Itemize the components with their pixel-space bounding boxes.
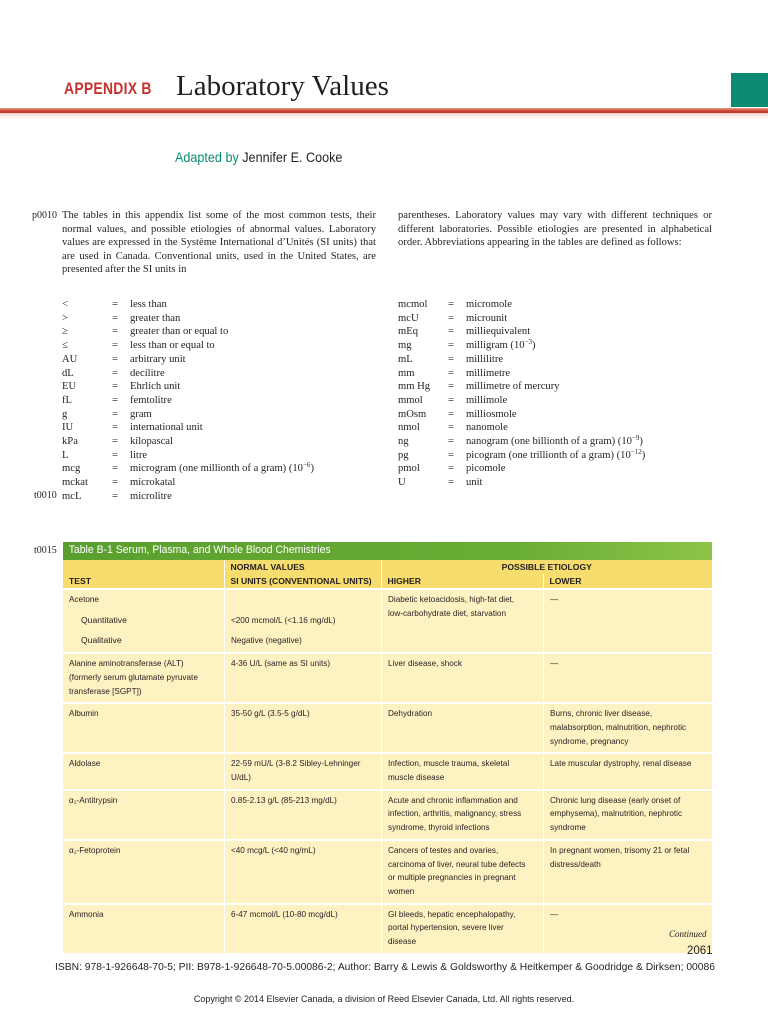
abbreviation-term: dL bbox=[62, 367, 74, 379]
table-caption-text: Table B-1 Serum, Plasma, and Whole Blood Chemistries bbox=[68, 544, 331, 556]
normal-values-cell-text: 4-36 U/L (same as SI units) bbox=[230, 658, 330, 669]
test-cell bbox=[63, 703, 224, 753]
test-cell bbox=[63, 904, 224, 953]
header-test: TEST bbox=[63, 574, 224, 589]
abbreviation-meaning-text: litre bbox=[130, 449, 148, 461]
abbreviation-meaning bbox=[466, 326, 530, 337]
abbreviation-row bbox=[398, 299, 718, 313]
header-possible-etiology: POSSIBLE ETIOLOGY bbox=[381, 560, 712, 574]
abbreviation-meaning bbox=[130, 395, 172, 406]
abbreviation-meaning bbox=[466, 447, 646, 461]
abbreviation-row bbox=[398, 368, 718, 382]
equals-sign: = bbox=[448, 477, 454, 489]
higher-etiology-cell-text: GI bleeds, hepatic encephalopathy, portal hypertension, severe liver disease bbox=[387, 908, 515, 947]
abbreviation-meaning bbox=[130, 422, 203, 433]
normal-values-cell bbox=[224, 631, 381, 653]
equals-sign: = bbox=[112, 353, 118, 365]
exponent: −9 bbox=[631, 434, 640, 442]
lower-etiology-cell-text: — bbox=[549, 908, 558, 919]
abbreviation-row bbox=[398, 463, 718, 477]
higher-etiology-cell bbox=[381, 790, 543, 840]
abbreviation-meaning bbox=[130, 491, 172, 502]
adapted-by-line bbox=[175, 149, 342, 165]
abbreviation-meaning bbox=[130, 463, 314, 474]
equals-sign: = bbox=[448, 326, 454, 338]
abbreviation-row bbox=[62, 477, 382, 491]
abbreviation-row bbox=[62, 395, 382, 409]
equals-sign: = bbox=[112, 463, 118, 475]
normal-values-cell bbox=[224, 703, 381, 753]
table-row bbox=[63, 589, 712, 611]
normal-values-cell-text: <40 mcg/L (<40 ng/mL) bbox=[230, 844, 316, 855]
abbreviation-term: mcL bbox=[62, 490, 82, 502]
equals-sign: = bbox=[448, 353, 454, 365]
abbreviation-meaning-text: greater than bbox=[130, 312, 181, 324]
abbreviation-meaning-text: Ehrlich unit bbox=[130, 381, 181, 393]
normal-values-cell-text: 6-47 mcmol/L (10-80 mcg/dL) bbox=[230, 908, 338, 919]
test-cell bbox=[63, 611, 224, 632]
page-number: 2061 bbox=[687, 945, 713, 957]
chapter-tab bbox=[731, 73, 768, 107]
abbreviation-meaning bbox=[130, 326, 228, 337]
abbreviation-term: mg bbox=[398, 340, 412, 352]
abbreviation-term: mcU bbox=[398, 312, 419, 324]
isbn-line: ISBN: 978-1-926648-70-5; PII: B978-1-926648-70-5.00086-2; Author: Barry & Lewis & Goldsworthy & Heitkemper & Goodridge & Dirksen; 00086 bbox=[55, 962, 715, 973]
abbreviation-meaning-text: less than bbox=[130, 299, 167, 310]
abbreviation-term: mmol bbox=[398, 394, 423, 406]
abbreviation-meaning bbox=[466, 313, 507, 324]
abbreviation-term: g bbox=[62, 408, 68, 420]
abbreviation-row bbox=[398, 477, 718, 491]
chemistries-table bbox=[63, 560, 712, 953]
abbreviation-meaning bbox=[466, 422, 508, 433]
test-cell bbox=[63, 653, 224, 703]
table-row bbox=[63, 753, 712, 789]
normal-values-cell-text: 0.85-2.13 g/L (85-213 mg/dL) bbox=[230, 794, 337, 805]
lower-etiology-cell bbox=[543, 790, 712, 840]
header-lower: LOWER bbox=[543, 574, 712, 589]
lower-etiology-cell bbox=[543, 753, 712, 789]
lower-etiology-cell-text: Late muscular dystrophy, renal disease bbox=[549, 758, 691, 769]
abbreviation-row bbox=[398, 422, 718, 436]
abbreviation-meaning bbox=[466, 340, 536, 351]
normal-values-cell bbox=[224, 611, 381, 632]
abbreviation-term: pmol bbox=[398, 463, 420, 475]
abbreviation-meaning-text: microunit bbox=[466, 312, 508, 324]
equals-sign: = bbox=[448, 422, 454, 434]
abbreviation-term: > bbox=[62, 312, 68, 324]
intro-paragraph-left: The tables in this appendix list some of the most common tests, their normal values, and possible etiologies of abnormal values. Laboratory values are expressed in the Système International d’Unités (SI units) that are used in Canada. Conventional units, used in the United States, are presented after the SI units in bbox=[62, 210, 376, 276]
abbreviation-meaning-text: millilitre bbox=[466, 353, 504, 365]
abbreviation-meaning bbox=[466, 368, 510, 379]
test-cell-text: Qualitative bbox=[81, 635, 122, 646]
normal-values-cell-text: 22-59 mU/L (3-8.2 Sibley-Lehninger U/dL) bbox=[230, 758, 360, 783]
abbreviation-meaning bbox=[466, 477, 482, 488]
abbreviation-term: mOsm bbox=[398, 408, 427, 420]
abbreviation-row bbox=[398, 409, 718, 423]
abbreviation-meaning bbox=[466, 409, 517, 420]
abbreviation-meaning bbox=[466, 354, 503, 365]
lower-etiology-cell bbox=[543, 703, 712, 753]
normal-values-cell bbox=[224, 840, 381, 904]
abbreviation-meaning-text: decilitre bbox=[130, 367, 165, 379]
equals-sign: = bbox=[448, 381, 454, 393]
intro-paragraph-right: parentheses. Laboratory values may vary with different techniques or different laboratories. Possible etiologies are presented in alphabetical order. Abbreviations appearing in the tables are defined as follows: bbox=[398, 210, 712, 249]
abbreviation-row bbox=[62, 436, 382, 450]
test-cell-text: Aldolase bbox=[69, 758, 101, 769]
abbreviation-term: IU bbox=[62, 422, 74, 434]
author-name: Jennifer E. Cooke bbox=[242, 149, 343, 165]
lower-etiology-cell-text: Chronic lung disease (early onset of emphysema), malnutrition, nephrotic syndrome bbox=[549, 794, 682, 833]
abbreviation-term: < bbox=[62, 299, 68, 310]
abbreviation-meaning bbox=[130, 299, 167, 310]
equals-sign: = bbox=[112, 477, 118, 489]
equals-sign: = bbox=[448, 340, 454, 352]
higher-etiology-cell bbox=[381, 840, 543, 904]
test-cell-text: Ammonia bbox=[69, 908, 104, 919]
abbreviation-row bbox=[62, 381, 382, 395]
abbreviation-term: L bbox=[62, 449, 69, 461]
abbreviation-meaning-text: picogram (one trillionth of a gram) (10 bbox=[466, 449, 631, 461]
abbreviation-meaning-text: milliequivalent bbox=[466, 326, 531, 338]
normal-values-cell bbox=[224, 790, 381, 840]
abbreviation-row bbox=[398, 354, 718, 368]
table-body bbox=[63, 589, 712, 953]
abbreviation-meaning-tail: ) bbox=[639, 436, 643, 447]
exponent: −12 bbox=[630, 447, 642, 456]
abbreviation-row bbox=[62, 422, 382, 436]
table-row bbox=[63, 703, 712, 753]
abbreviation-meaning bbox=[130, 436, 173, 447]
equals-sign: = bbox=[112, 312, 118, 324]
abbreviation-term: ≥ bbox=[62, 326, 68, 338]
abbreviation-meaning bbox=[466, 436, 643, 447]
equals-sign: = bbox=[112, 367, 118, 379]
abbreviation-term: fL bbox=[62, 394, 72, 406]
lower-etiology-cell bbox=[543, 653, 712, 703]
abbreviation-term: mEq bbox=[398, 326, 419, 338]
equals-sign: = bbox=[448, 394, 454, 406]
abbr-table-id: t0010 bbox=[34, 490, 57, 501]
normal-values-cell bbox=[224, 904, 381, 953]
normal-values-cell bbox=[224, 753, 381, 789]
abbreviation-meaning-text: greater than or equal to bbox=[130, 326, 229, 338]
test-cell-text: Alanine aminotransferase (ALT) (formerly serum glutamate pyruvate transferase [SGPT]) bbox=[69, 658, 198, 696]
normal-values-cell bbox=[224, 589, 381, 611]
abbreviation-meaning bbox=[466, 299, 512, 310]
equals-sign: = bbox=[112, 449, 118, 461]
abbreviation-meaning-text: kilopascal bbox=[130, 436, 173, 447]
table-id: t0015 bbox=[34, 545, 57, 556]
equals-sign: = bbox=[448, 299, 454, 310]
abbreviation-meaning bbox=[130, 450, 147, 461]
normal-values-cell-text: Negative (negative) bbox=[230, 635, 302, 646]
equals-sign: = bbox=[448, 408, 454, 420]
appendix-label: APPENDIX B bbox=[64, 79, 152, 98]
higher-etiology-cell-text: Dehydration bbox=[387, 708, 432, 719]
test-cell-text: α₁-Fetoprotein bbox=[69, 844, 121, 855]
abbreviation-meaning-text: microkatal bbox=[130, 477, 176, 489]
table-row bbox=[63, 653, 712, 703]
abbreviation-meaning-text: micromole bbox=[466, 299, 512, 310]
abbreviation-term: mm bbox=[398, 367, 415, 379]
equals-sign: = bbox=[112, 422, 118, 434]
normal-values-cell-text: 35-50 g/L (3.5-5 g/dL) bbox=[230, 708, 310, 719]
equals-sign: = bbox=[112, 326, 118, 338]
abbreviation-row bbox=[398, 326, 718, 340]
paragraph-id: p0010 bbox=[32, 210, 57, 221]
abbreviation-meaning bbox=[130, 354, 186, 365]
abbreviation-row bbox=[398, 447, 718, 464]
higher-etiology-cell-text: Diabetic ketoacidosis, high-fat diet, low-carbohydrate diet, starvation bbox=[387, 594, 514, 618]
header-si-units: SI UNITS (CONVENTIONAL UNITS) bbox=[224, 574, 381, 589]
test-cell-text: α₁-Antitrypsin bbox=[69, 794, 118, 805]
equals-sign: = bbox=[448, 367, 454, 379]
higher-etiology-cell-text: Acute and chronic inflammation and infection, arthritis, malignancy, stress syndrome, thyroid infections bbox=[387, 794, 521, 833]
abbreviation-term: mL bbox=[398, 353, 413, 365]
higher-etiology-cell-text: Infection, muscle trauma, skeletal muscle disease bbox=[387, 758, 509, 783]
higher-etiology-cell-text: Cancers of testes and ovaries, carcinoma of liver, neural tube defects or multiple pregnancies in pregnant women bbox=[387, 844, 526, 896]
abbreviation-row bbox=[62, 299, 382, 313]
abbreviation-term: nmol bbox=[398, 422, 420, 434]
higher-etiology-cell bbox=[381, 904, 543, 953]
abbreviation-meaning-text: nanogram (one billionth of a gram) (10 bbox=[466, 436, 632, 447]
lower-etiology-cell-text: Burns, chronic liver disease, malabsorption, malnutrition, nephrotic syndrome, pregnancy bbox=[549, 708, 686, 746]
abbreviation-meaning-text: less than or equal to bbox=[130, 340, 215, 352]
abbreviation-meaning-text: milliosmole bbox=[466, 408, 517, 420]
abbreviation-meaning-text: unit bbox=[466, 477, 483, 489]
abbreviation-term: mcg bbox=[62, 463, 81, 475]
abbreviation-row bbox=[62, 450, 382, 464]
abbreviation-term: U bbox=[398, 477, 406, 489]
abbreviation-meaning-text: microgram (one millionth of a gram) (10 bbox=[130, 463, 303, 475]
abbreviation-meaning-text: millimole bbox=[466, 394, 508, 406]
equals-sign: = bbox=[448, 312, 454, 324]
abbreviation-meaning bbox=[466, 395, 507, 406]
abbreviation-term: mm Hg bbox=[398, 381, 431, 393]
abbreviation-meaning-text: arbitrary unit bbox=[130, 353, 186, 365]
abbreviation-row bbox=[62, 368, 382, 382]
abbreviation-row bbox=[398, 436, 718, 450]
test-cell bbox=[63, 790, 224, 840]
test-cell bbox=[63, 589, 224, 611]
header-spacer bbox=[63, 560, 224, 574]
table-row bbox=[63, 840, 712, 904]
exponent: −3 bbox=[524, 338, 533, 347]
abbreviation-meaning bbox=[130, 340, 215, 351]
adapted-by-label: Adapted by bbox=[175, 149, 239, 165]
lower-etiology-cell bbox=[543, 840, 712, 904]
test-cell bbox=[63, 631, 224, 653]
abbreviation-row bbox=[62, 409, 382, 423]
higher-etiology-cell bbox=[381, 703, 543, 753]
equals-sign: = bbox=[112, 436, 118, 447]
copyright-line: Copyright © 2014 Elsevier Canada, a division of Reed Elsevier Canada, Ltd. All rights reserved. bbox=[193, 994, 575, 1004]
normal-values-cell-text: <200 mcmol/L (<1.16 mg/dL) bbox=[230, 614, 336, 625]
equals-sign: = bbox=[112, 381, 118, 393]
abbreviation-row bbox=[62, 313, 382, 327]
abbreviation-row bbox=[398, 340, 718, 354]
lower-etiology-cell-text: In pregnant women, trisomy 21 or fetal distress/death bbox=[549, 844, 689, 869]
equals-sign: = bbox=[448, 463, 454, 475]
table-row bbox=[63, 904, 712, 953]
higher-etiology-cell-text: Liver disease, shock bbox=[387, 658, 462, 669]
abbreviation-meaning-tail: ) bbox=[532, 340, 536, 352]
test-cell-text: Albumin bbox=[69, 708, 99, 719]
abbreviation-meaning bbox=[466, 381, 560, 392]
abbreviation-term: kPa bbox=[62, 436, 78, 447]
abbreviation-meaning-text: millimetre of mercury bbox=[466, 381, 560, 393]
higher-etiology-cell bbox=[381, 753, 543, 789]
header-rule-shadow bbox=[0, 113, 768, 119]
test-cell-text: Acetone bbox=[69, 594, 99, 604]
abbreviation-term: pg bbox=[398, 449, 409, 461]
table-caption bbox=[63, 542, 712, 560]
abbreviation-meaning bbox=[130, 409, 152, 420]
higher-etiology-cell bbox=[381, 653, 543, 703]
abbreviation-term: EU bbox=[62, 381, 77, 393]
normal-values-cell bbox=[224, 653, 381, 703]
page-title: Laboratory Values bbox=[176, 70, 389, 102]
header-normal-values: NORMAL VALUES bbox=[224, 560, 381, 574]
equals-sign: = bbox=[112, 340, 118, 352]
equals-sign: = bbox=[448, 449, 454, 461]
abbreviation-meaning bbox=[466, 463, 505, 474]
abbreviation-meaning-text: milligram (10 bbox=[466, 340, 525, 352]
abbreviation-meaning-tail: ) bbox=[641, 449, 646, 461]
abbreviation-meaning bbox=[130, 368, 165, 379]
abbreviation-meaning-text: femtolitre bbox=[130, 394, 172, 406]
abbreviation-term: ≤ bbox=[62, 340, 68, 352]
abbreviation-row bbox=[62, 463, 382, 477]
lower-etiology-cell bbox=[543, 589, 712, 653]
abbreviation-meaning-text: international unit bbox=[130, 422, 203, 434]
exponent: −6 bbox=[302, 461, 311, 470]
equals-sign: = bbox=[112, 394, 118, 406]
lower-etiology-cell-text: — bbox=[549, 658, 558, 669]
test-cell bbox=[63, 753, 224, 789]
abbreviation-meaning-tail: ) bbox=[310, 463, 314, 475]
abbreviation-row bbox=[398, 313, 718, 327]
abbreviation-term: mckat bbox=[62, 477, 88, 489]
equals-sign: = bbox=[112, 299, 118, 310]
abbreviation-row bbox=[62, 354, 382, 368]
table-row bbox=[63, 790, 712, 840]
abbreviation-meaning bbox=[130, 381, 180, 392]
equals-sign: = bbox=[448, 436, 454, 447]
abbreviation-row bbox=[398, 395, 718, 409]
abbreviation-row bbox=[62, 326, 382, 340]
abbreviation-row bbox=[398, 381, 718, 395]
higher-etiology-cell bbox=[381, 589, 543, 653]
abbreviation-term: ng bbox=[398, 436, 409, 447]
lower-etiology-cell-text: — bbox=[549, 594, 558, 604]
abbreviation-meaning bbox=[130, 477, 175, 488]
abbreviation-row bbox=[62, 491, 382, 505]
equals-sign: = bbox=[112, 408, 118, 420]
abbreviation-meaning-text: gram bbox=[130, 408, 152, 420]
abbreviation-meaning-text: microlitre bbox=[130, 490, 172, 502]
abbreviation-meaning-text: picomole bbox=[466, 463, 506, 475]
equals-sign: = bbox=[112, 490, 118, 502]
abbreviation-term: AU bbox=[62, 353, 78, 365]
test-cell-text: Quantitative bbox=[81, 614, 127, 625]
abbreviation-meaning-text: nanomole bbox=[466, 422, 508, 434]
header-higher: HIGHER bbox=[381, 574, 543, 589]
abbreviation-meaning bbox=[130, 313, 180, 324]
abbreviation-meaning-text: millimetre bbox=[466, 367, 511, 379]
abbreviation-term: mcmol bbox=[398, 299, 428, 310]
abbreviation-row bbox=[62, 340, 382, 354]
continued-note: Continued bbox=[669, 929, 707, 939]
test-cell bbox=[63, 840, 224, 904]
